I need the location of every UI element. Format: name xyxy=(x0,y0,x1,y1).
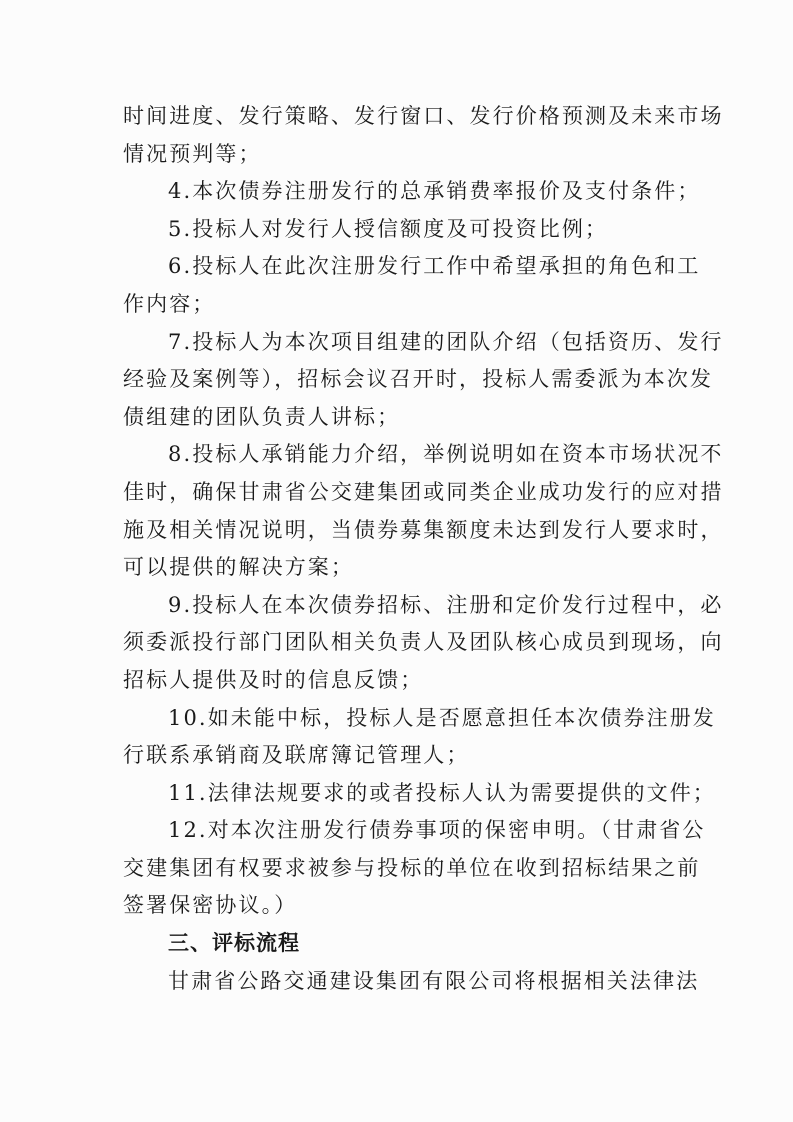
paragraph-line: 行联系承销商及联席簿记管理人； xyxy=(123,743,470,768)
paragraph-line: 可以提供的解决方案； xyxy=(123,555,354,580)
list-item-9: 9.投标人在本次债券招标、注册和定价发行过程中，必 xyxy=(168,592,724,617)
document-body xyxy=(123,98,724,1000)
list-item-5: 5.投标人对发行人授信额度及可投资比例； xyxy=(168,216,609,241)
paragraph-line: 甘肃省公路交通建设集团有限公司将根据相关法律法 xyxy=(168,968,700,993)
paragraph-line: 债组建的团队负责人讲标； xyxy=(123,404,401,429)
paragraph-line: 招标人提供及时的信息反馈； xyxy=(123,667,424,692)
paragraph-line: 时间进度、发行策略、发行窗口、发行价格预测及未来市场 xyxy=(123,104,724,128)
paragraph-line: 施及相关情况说明，当债券募集额度未达到发行人要求时， xyxy=(123,517,724,542)
paragraph-line: 经验及案例等），招标会议召开时，投标人需委派为本次发 xyxy=(123,367,714,392)
list-item-4: 4.本次债券注册发行的总承销费率报价及支付条件； xyxy=(168,179,701,204)
list-item-11: 11.法律法规要求的或者投标人认为需要提供的文件； xyxy=(168,780,716,805)
list-item-10: 10.如未能中标，投标人是否愿意担任本次债券注册发 xyxy=(168,705,716,730)
paragraph-line: 佳时，确保甘肃省公交建集团或同类企业成功发行的应对措 xyxy=(123,479,724,504)
list-item-12: 12.对本次注册发行债券事项的保密申明。（甘肃省公 xyxy=(168,818,706,843)
section-heading: 三、评标流程 xyxy=(168,931,300,956)
list-item-7: 7.投标人为本次项目组建的团队介绍（包括资历、发行 xyxy=(168,329,724,354)
list-item-6: 6.投标人在此次注册发行工作中希望承担的角色和工 xyxy=(168,254,701,279)
paragraph-line: 签署保密协议。） xyxy=(123,893,298,918)
paragraph-line: 须委派投行部门团队相关负责人及团队核心成员到现场，向 xyxy=(123,630,724,655)
list-item-8: 8.投标人承销能力介绍，举例说明如在资本市场状况不 xyxy=(168,442,724,467)
paragraph-line: 作内容； xyxy=(123,291,216,316)
paragraph-line: 交建集团有权要求被参与投标的单位在收到招标结果之前 xyxy=(123,855,701,880)
paragraph-line: 情况预判等； xyxy=(123,141,262,166)
